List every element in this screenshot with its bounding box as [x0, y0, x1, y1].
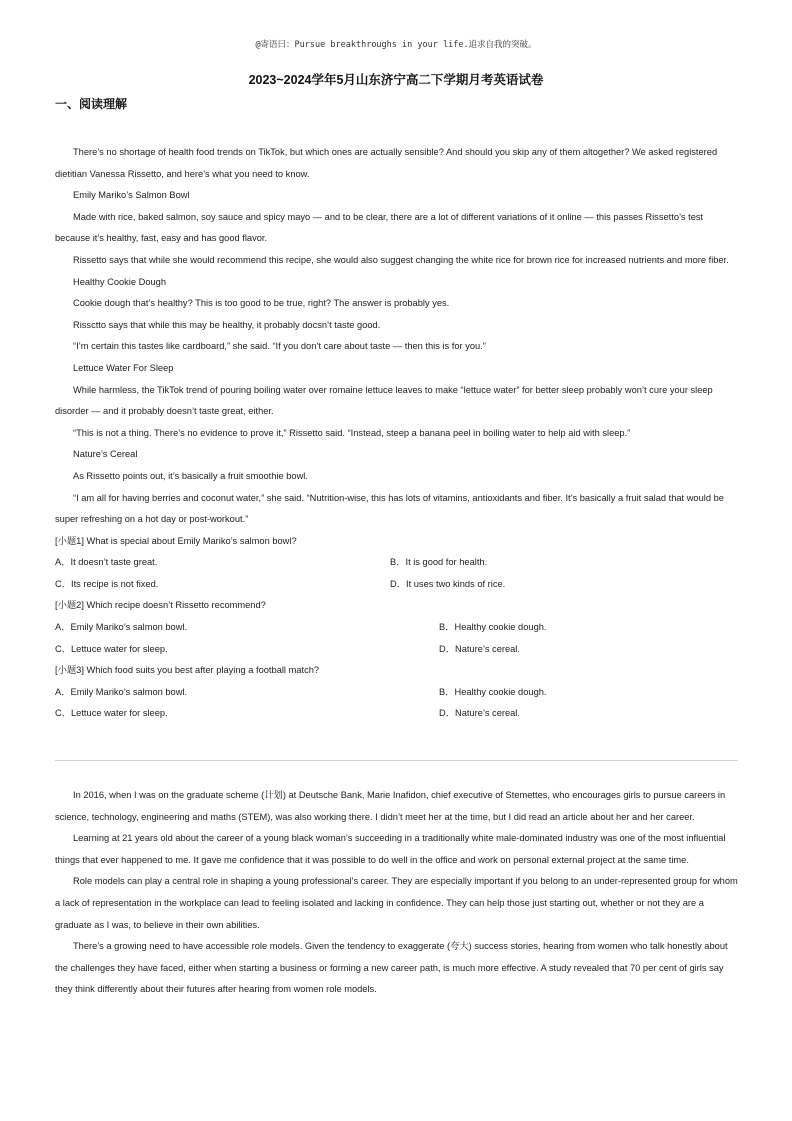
question-options — [55, 617, 738, 660]
paragraph: While harmless, the TikTok trend of pouring boiling water over romaine lettuce leaves to make “lettuce water” for better sleep probably won’t cure your sleep disorder — and it probably doesn’t taste great, either. — [55, 384, 713, 417]
option-a[interactable]: A．It doesn’t taste great. — [55, 557, 158, 568]
question-options — [55, 552, 738, 595]
paragraph: Cookie dough that’s healthy? This is too good to be true, right? The answer is probably yes. — [73, 298, 450, 309]
page-motto: @寄语曰：Pursue breakthroughs in your life.追求自我的突破。 — [255, 40, 537, 50]
question-stem: [小题2] Which recipe doesn’t Rissetto recommend? — [55, 600, 266, 611]
option-d[interactable]: D．Nature’s cereal. — [439, 643, 520, 654]
divider — [55, 760, 738, 761]
recipe-heading: Emily Mariko’s Salmon Bowl — [73, 190, 190, 201]
option-d[interactable]: D．It uses two kinds of rice. — [390, 578, 506, 589]
recipe-heading: Nature’s Cereal — [73, 449, 138, 460]
option-c[interactable]: C．Lettuce water for sleep. — [55, 643, 168, 654]
question-options — [55, 682, 738, 725]
paragraph: Learning at 21 years old about the career of a young black woman’s succeeding in a traditionally white male-dominated industry was one of the most influential things that ever happened to me. It gave me confidence that it was possible to do well in the office and work on personal external project at the same time. — [55, 833, 726, 865]
paragraph: “This is not a thing. There’s no evidence to prove it,” Rissetto said. “Instead, steep a banana peel in boiling water to help aid with sleep.” — [73, 427, 631, 438]
question-stem: [小题3] Which food suits you best after playing a football match? — [55, 665, 320, 676]
option-b[interactable]: B．Healthy cookie dough. — [439, 686, 547, 697]
recipe-heading: Healthy Cookie Dough — [73, 276, 167, 287]
option-d[interactable]: D．Nature’s cereal. — [439, 708, 520, 719]
paragraph: There’s no shortage of health food trends on TikTok, but which ones are actually sensible? And should you skip any of them altogether? We asked registered dietitian Vanessa Rissetto, and here’s what you need to know. — [55, 147, 718, 179]
paragraph: There’s a growing need to have accessible role models. Given the tendency to exaggerate (夸大) success stories, hearing from women who talk honestly about the challenges they have faced, either when starting a business or forming a new career path, is much more effective. A study revealed that 70 per cent of girls say they think differently about their futures after hearing from women role models. — [55, 941, 728, 995]
paragraph: Made with rice, baked salmon, soy sauce and spicy mayo — and to be clear, there are a lot of different variations of it online — this passes Rissetto’s test because it’s healthy, fast, easy and has good flavor. — [55, 211, 704, 244]
paragraph: As Rissetto points out, it’s basically a fruit smoothie bowl. — [73, 470, 308, 481]
option-c[interactable]: C．Lettuce water for sleep. — [55, 708, 168, 719]
section-heading: 一、阅读理解 — [55, 97, 128, 111]
paragraph: Role models can play a central role in shaping a young professional’s career. They are especially important if you belong to an under-represented group for whom a lack of representation in the workplace can lead to feeling isolated and lacking in confidence. They can help those just starting out, whether or not they are a graduate as I was, to believe in their own abilities. — [55, 876, 738, 930]
paragraph: In 2016, when I was on the graduate scheme (计划) at Deutsche Bank, Marie Inafidon, chief executive of Stemettes, who encourages girls to pursue careers in science, technology, engineering and maths (STEM), was also working there. I didn’t meet her at the time, but I did read an article about her and her career. — [55, 790, 726, 822]
paragraph: Rissetto says that while she would recommend this recipe, she would also suggest changing the white rice for brown rice for increased nutrients and more fiber. — [73, 254, 729, 265]
paragraph: “I’m certain this tastes like cardboard,” she said. “If you don’t care about taste — then this is for you.” — [73, 341, 486, 352]
passage-1 — [55, 142, 738, 725]
passage-2 — [55, 785, 738, 1001]
option-b[interactable]: B．It is good for health. — [390, 557, 488, 568]
option-c[interactable]: C．Its recipe is not fixed. — [55, 578, 159, 589]
paragraph: Rissctto says that while this may be healthy, it probably docsn’t taste good. — [73, 319, 381, 330]
paragraph: “I am all for having berries and coconut water,” she said. “Nutrition-wise, this has lots of vitamins, antioxidants and fiber. It’s basically a fruit salad that would be super refreshing on a hot day or post-workout.” — [55, 492, 724, 525]
page-title: 2023~2024学年5月山东济宁高二下学期月考英语试卷 — [248, 73, 544, 87]
option-a[interactable]: A．Emily Mariko’s salmon bowl. — [55, 622, 188, 633]
option-a[interactable]: A．Emily Mariko’s salmon bowl. — [55, 686, 188, 697]
question-stem: [小题1] What is special about Emily Mariko’s salmon bowl? — [55, 535, 297, 546]
option-b[interactable]: B．Healthy cookie dough. — [439, 622, 547, 633]
recipe-heading: Lettuce Water For Sleep — [73, 362, 174, 373]
